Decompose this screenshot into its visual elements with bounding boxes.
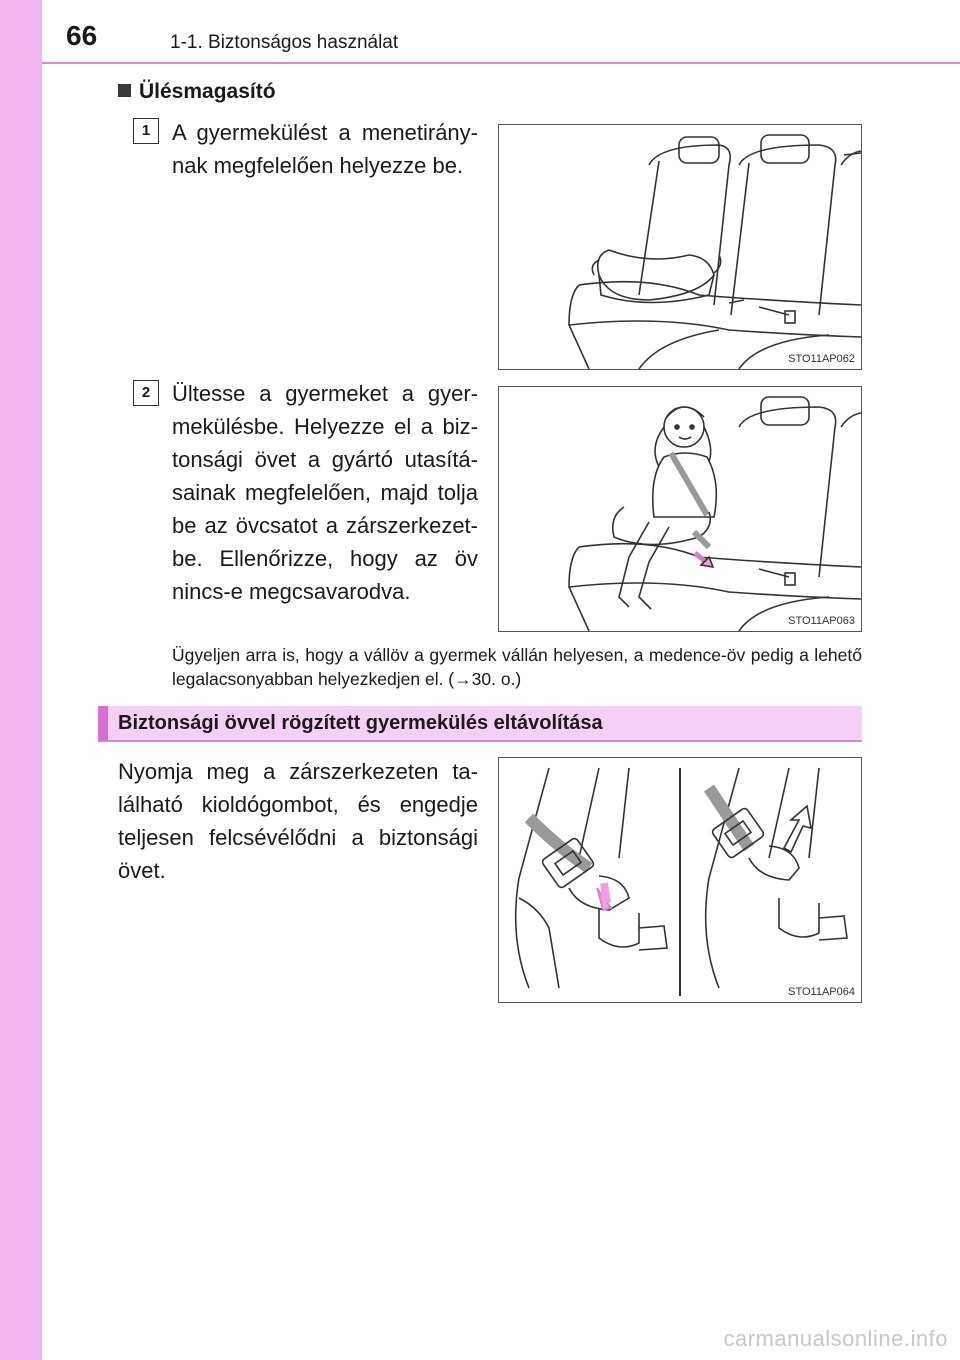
step-number-1: 1 xyxy=(133,118,159,144)
page-number: 66 xyxy=(66,20,98,51)
step-1-text: A gyermekülést a menetirány-nak megfelelően helyezze be. xyxy=(172,120,478,178)
figure-code: STO11AP064 xyxy=(788,986,855,998)
subsection-heading-text: Biztonsági övvel rögzített gyermekülés eltávolítása xyxy=(118,712,603,734)
booster-seat-illustration-icon xyxy=(499,125,861,369)
subsection-heading xyxy=(98,706,862,742)
note-page-reference: 30. o.) xyxy=(471,669,522,689)
header-rule xyxy=(42,62,960,64)
note-text-main: Ügyeljen arra is, hogy a vállöv a gyermek vállán helyesen, a medence-öv pedig a lehető legalacsonyabban helyezkedjen el. ( xyxy=(172,645,862,689)
removal-instructions: Nyomja meg a zárszerkezeten ta-lálható kioldógombot, és engedje teljesen felcsévélődni a biztonsági övet. xyxy=(118,759,478,883)
section-heading-text: Ülésmagasító xyxy=(139,80,276,103)
buckle-release-illustration-icon xyxy=(499,758,861,1002)
figure-child-in-booster xyxy=(498,386,862,632)
section-heading xyxy=(118,80,276,104)
note-text xyxy=(172,643,862,691)
figure-booster-seat xyxy=(498,124,862,370)
watermark: carmanualsonline.info xyxy=(723,1326,948,1351)
step-2-text: Ültesse a gyermeket a gyer-mekülésbe. Helyezze el a biz-tonsági övet a gyártó utasítá-sainak megfelelően, majd tolja be az övcsatot a zárszerkezet-be. Ellenőrizze, hogy az öv nincs-e megcsavarodva. xyxy=(172,381,478,604)
child-booster-illustration-icon xyxy=(499,387,861,631)
square-bullet-icon xyxy=(118,84,131,97)
step-number-2: 2 xyxy=(133,380,159,406)
figure-buckle-release xyxy=(498,757,862,1003)
side-color-strip xyxy=(0,0,42,1360)
reference-arrow-icon: → xyxy=(454,669,472,689)
running-header: 1-1. Biztonságos használat xyxy=(170,32,399,53)
figure-code: STO11AP063 xyxy=(788,615,855,627)
figure-code: STO11AP062 xyxy=(788,353,855,365)
